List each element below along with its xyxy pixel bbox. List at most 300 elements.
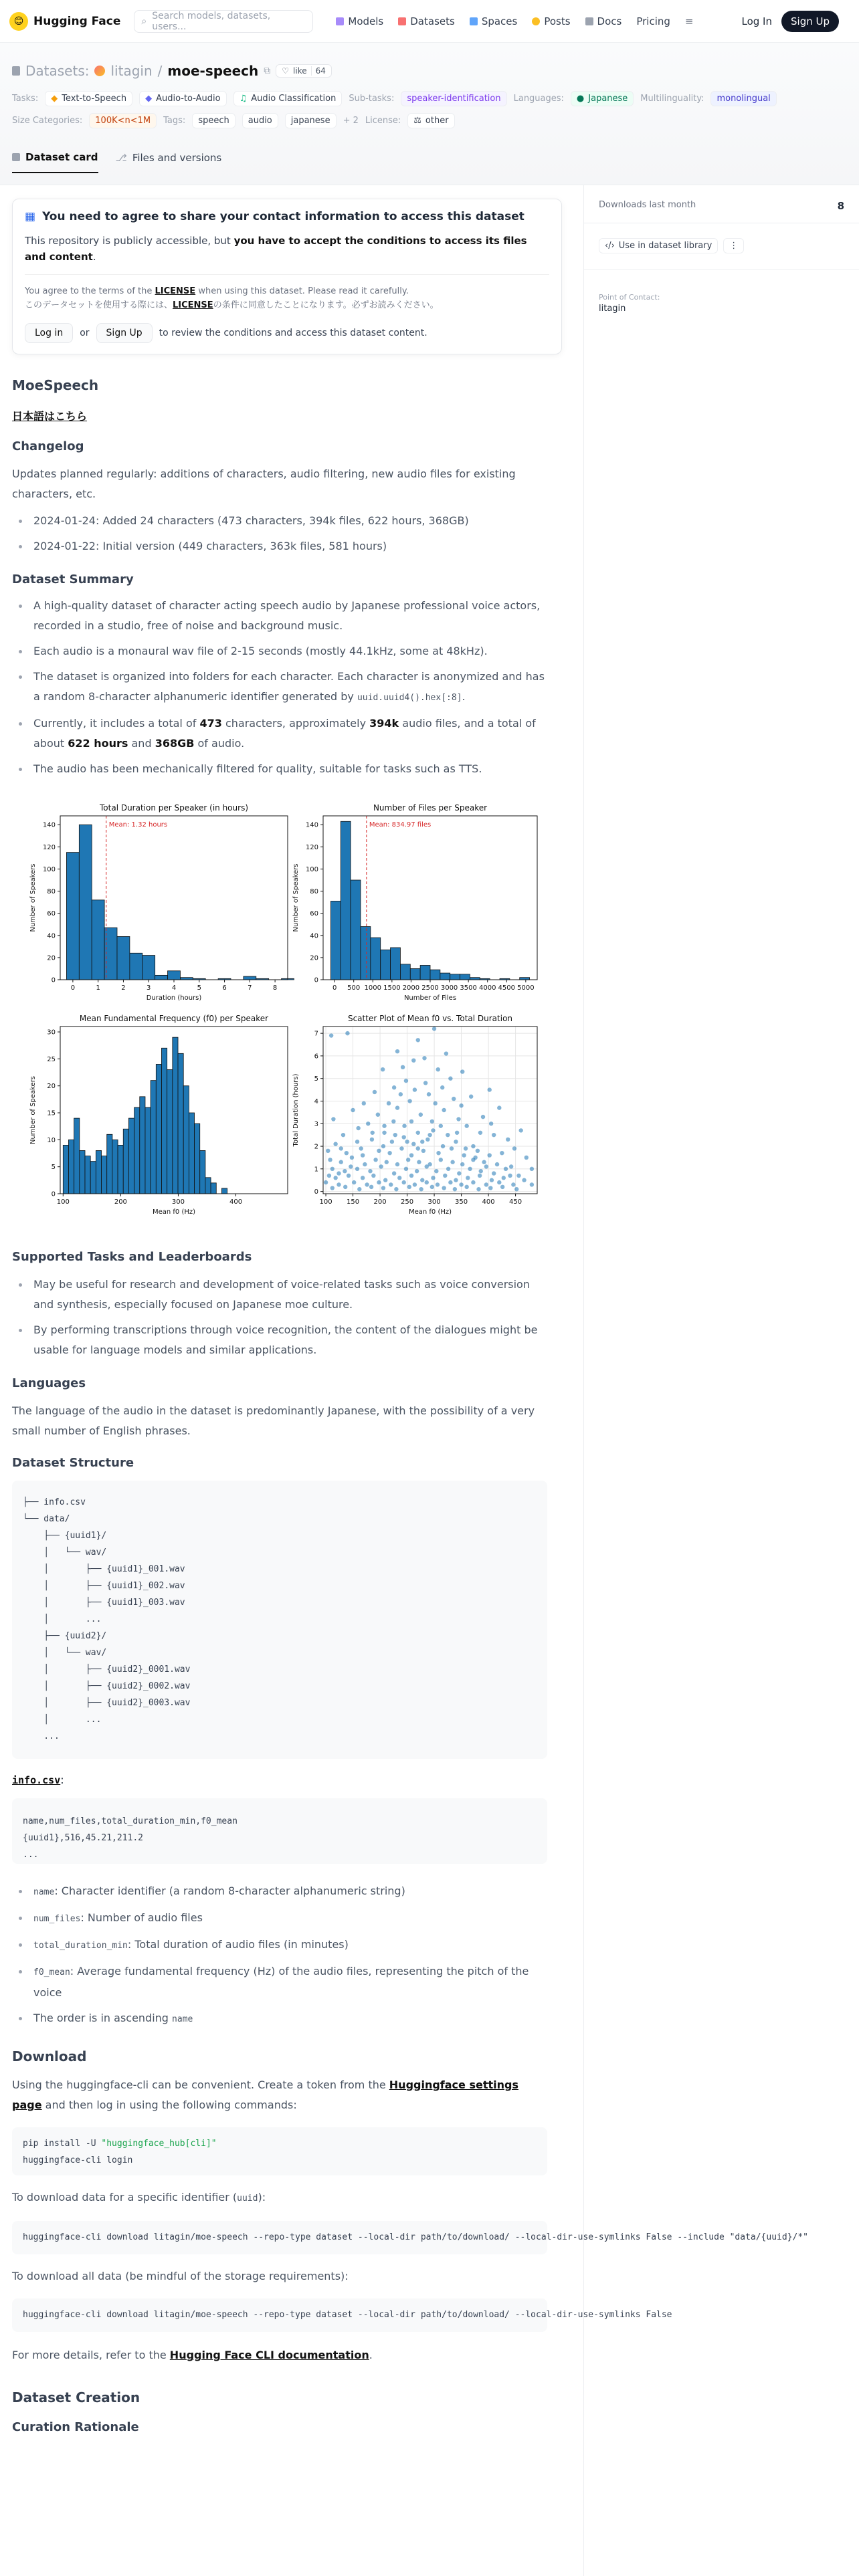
x-tick-label: 400: [229, 1198, 243, 1206]
scatter-point: [419, 1113, 423, 1117]
scatter-point: [464, 1185, 468, 1189]
scatter-point: [440, 1085, 444, 1089]
y-tick-label: 15: [47, 1109, 56, 1117]
histogram-bar: [211, 1183, 216, 1194]
field-desc: : Total duration of audio files (in minutes): [127, 1938, 349, 1951]
y-tick-label: 6: [314, 1053, 318, 1061]
y-tick-label: 0: [51, 1190, 56, 1198]
tag-monolingual[interactable]: [710, 91, 776, 106]
gate-text: .: [92, 251, 96, 263]
list-item: [12, 667, 547, 708]
summary-text: .: [462, 690, 466, 703]
signup-button[interactable]: Sign Up: [781, 11, 839, 32]
stats-charts: [12, 799, 547, 1234]
posts-icon: [532, 17, 540, 25]
heading-curation-rationale: Curation Rationale: [12, 2420, 139, 2434]
y-tick-label: 3: [314, 1120, 318, 1128]
x-tick-label: 500: [347, 984, 361, 992]
tts-icon: ◆: [51, 94, 58, 104]
chart-4: [292, 1014, 537, 1216]
scatter-point: [395, 1049, 399, 1053]
scatter-point: [339, 1160, 343, 1164]
scatter-point: [468, 1167, 472, 1171]
scatter-point: [409, 1119, 413, 1123]
music-icon: ♫: [239, 94, 248, 104]
histogram-bar: [96, 1150, 101, 1194]
scatter-point: [464, 1123, 468, 1128]
scatter-point: [431, 1176, 435, 1180]
scatter-point: [333, 1142, 337, 1146]
histogram-bar: [92, 900, 104, 980]
histogram-bar: [420, 965, 430, 980]
downloads-box: [584, 185, 859, 223]
histogram-bar: [168, 971, 181, 980]
tag-japanese-2[interactable]: [285, 113, 337, 128]
nav-pricing[interactable]: [636, 15, 670, 27]
histogram-bar: [221, 1188, 227, 1194]
scatter-point: [439, 1158, 443, 1162]
x-tick-label: 300: [427, 1198, 441, 1206]
histogram-bar: [440, 973, 450, 980]
scatter-point: [376, 1113, 380, 1117]
scatter-point: [442, 1186, 446, 1190]
tag-japanese[interactable]: [571, 91, 634, 106]
scatter-point: [459, 1182, 463, 1186]
cli-docs-link[interactable]: Hugging Face CLI documentation: [169, 2349, 369, 2361]
histogram-bar: [183, 1086, 189, 1194]
scatter-point: [392, 1171, 396, 1175]
scatter-point: [416, 1038, 420, 1042]
tag-text: audio: [248, 116, 272, 126]
histogram-bar: [430, 970, 440, 980]
search-placeholder: Search models, datasets, users...: [152, 10, 271, 32]
tag-text: Japanese: [588, 94, 628, 104]
stat-hours: 622 hours: [68, 737, 128, 750]
repo-header: [0, 43, 859, 185]
y-tick-label: 10: [47, 1136, 56, 1144]
scatter-point: [385, 1160, 389, 1164]
x-tick-label: 1: [96, 984, 100, 992]
cli-docs-text: [12, 2345, 547, 2365]
scatter-point: [423, 1081, 427, 1085]
use-in-library-button[interactable]: [599, 238, 718, 253]
field-desc: : Average fundamental frequency (Hz) of the audio files, representing the pitch of the voice: [33, 1965, 529, 1999]
histogram-bar: [361, 927, 371, 980]
scatter-point: [361, 1153, 365, 1157]
sidebar: [583, 185, 859, 2576]
scatter-point: [466, 1176, 470, 1180]
scatter-point: [427, 1092, 431, 1096]
scatter-point: [436, 1151, 440, 1155]
heading-dataset-creation: Dataset Creation: [12, 2389, 140, 2405]
scatter-point: [516, 1174, 520, 1178]
y-tick-label: 5: [51, 1164, 56, 1172]
scatter-point: [409, 1174, 413, 1178]
x-tick-label: 4500: [498, 984, 516, 992]
scatter-point: [411, 1058, 415, 1062]
scatter-point: [473, 1156, 477, 1160]
histogram-bar: [381, 950, 391, 980]
scatter-point: [446, 1167, 450, 1171]
x-tick-label: 2000: [402, 984, 420, 992]
tab-label: Dataset card: [25, 151, 98, 163]
gate-actions: [25, 323, 549, 343]
scatter-point: [416, 1146, 420, 1150]
scatter-point: [514, 1187, 518, 1191]
x-tick-label: 450: [509, 1198, 522, 1206]
scatter-point: [343, 1169, 347, 1173]
brand-name: Hugging Face: [33, 14, 121, 28]
gate-title: [25, 210, 549, 223]
tag-text: Text-to-Speech: [62, 94, 127, 104]
x-tick-label: 2500: [421, 984, 439, 992]
scatter-point: [450, 1146, 454, 1150]
gate-description: [25, 233, 549, 265]
owner-avatar: [94, 66, 105, 76]
histogram-bar: [123, 1129, 128, 1194]
scatter-point: [434, 1169, 438, 1173]
y-tick-label: 5: [314, 1075, 318, 1083]
tag-text: 100K<n<1M: [95, 116, 151, 126]
histogram-bar: [156, 1064, 161, 1194]
tag-text-to-speech[interactable]: [45, 91, 132, 106]
scatter-point: [497, 1105, 501, 1109]
scatter-point: [381, 1144, 385, 1148]
nav-docs-label: Docs: [597, 15, 622, 27]
settings-page-link[interactable]: Huggingface settings page: [12, 2078, 518, 2111]
more-tags-button[interactable]: + 2: [343, 116, 359, 126]
histogram-bar: [117, 936, 130, 980]
summary-text: characters, approximately: [221, 717, 370, 730]
scatter-point: [402, 1123, 406, 1128]
list-item: [12, 1881, 547, 1903]
colon: :: [60, 1774, 64, 1786]
scatter-point: [383, 1178, 387, 1182]
scatter-point: [328, 1158, 332, 1162]
changelog-list: [12, 511, 547, 556]
scatter-point: [390, 1140, 394, 1144]
tag-audio[interactable]: [242, 113, 278, 128]
x-tick-label: 8: [272, 984, 278, 992]
scatter-point: [371, 1131, 375, 1135]
scatter-point: [389, 1182, 393, 1186]
histogram-bar: [68, 1140, 74, 1194]
top-navbar: [0, 0, 859, 43]
heading-download: Download: [12, 2048, 87, 2064]
x-tick-label: 4000: [478, 984, 496, 992]
scatter-point: [341, 1133, 345, 1137]
x-tick-label: 100: [56, 1198, 70, 1206]
tags-label: Tags:: [163, 116, 186, 126]
tag-license[interactable]: [407, 113, 454, 128]
list-item: 2024-01-24: Added 24 characters (473 characters, 394k files, 622 hours, 368GB): [12, 511, 547, 531]
x-tick-label: 300: [171, 1198, 185, 1206]
scatter-point: [382, 1131, 386, 1135]
login-command-block: [12, 2127, 547, 2175]
download-all-command: huggingface-cli download litagin/moe-speech --repo-type dataset --local-dir path/to/download/ --local-dir-use-symlinks False: [12, 2298, 547, 2332]
nav-models[interactable]: [336, 15, 383, 27]
copy-icon[interactable]: ⧉: [264, 66, 271, 76]
library-more-button[interactable]: ⋮: [723, 238, 744, 253]
nav-models-label: Models: [348, 15, 384, 27]
tag-speech[interactable]: [192, 113, 235, 128]
brand-logo[interactable]: [9, 12, 120, 31]
histogram-bar: [178, 1053, 183, 1194]
contact-value[interactable]: litagin: [599, 304, 626, 314]
scatter-point: [350, 1156, 354, 1160]
terms-ja: [25, 298, 549, 312]
tag-speaker-identification[interactable]: [401, 91, 506, 106]
spaces-icon: [470, 17, 478, 25]
scatter-point: [421, 1149, 425, 1153]
scatter-point: [452, 1097, 456, 1101]
scatter-point: [478, 1174, 482, 1178]
scatter-point: [404, 1167, 408, 1171]
languages-text: The language of the audio in the dataset is predominantly Japanese, with the possibility of a very small number of English phrases.: [12, 1404, 535, 1437]
nav-posts-label: Posts: [544, 15, 571, 27]
scatter-point: [454, 1140, 458, 1144]
scatter-point: [462, 1153, 466, 1157]
scatter-point: [393, 1133, 397, 1137]
cmd-text: huggingface-cli login: [23, 2155, 133, 2165]
scatter-point: [442, 1108, 446, 1112]
terms-en: [25, 284, 549, 298]
download-intro: [12, 2075, 547, 2115]
y-tick-label: 80: [47, 888, 56, 896]
files-icon: ⎇: [115, 152, 127, 164]
tasks-list: [12, 1275, 547, 1360]
dl-text: For more details, refer to the: [12, 2349, 170, 2361]
x-axis-label: Number of Files: [403, 994, 457, 1002]
y-tick-label: 100: [305, 865, 318, 873]
x-tick-label: 200: [114, 1198, 127, 1206]
scatter-point: [395, 1162, 399, 1166]
gate-title-text: You need to agree to share your contact information to access this dataset: [42, 210, 524, 223]
scatter-point: [481, 1115, 485, 1119]
scatter-point: [508, 1174, 512, 1178]
list-item: By performing transcriptions through voice recognition, the content of the dialogues might be usable for language models and similar applications.: [12, 1320, 547, 1360]
field-code: name: [33, 1887, 55, 1897]
chart-1: [29, 803, 294, 1002]
multilinguality-label: Multilinguality:: [640, 94, 704, 104]
size-label: Size Categories:: [12, 116, 83, 126]
histogram-bar: [351, 880, 361, 980]
tab-dataset-card[interactable]: [12, 151, 98, 173]
scatter-point: [518, 1128, 522, 1132]
scatter-point: [371, 1174, 375, 1178]
library-row: [584, 223, 859, 270]
x-tick-label: 4: [171, 984, 177, 992]
scatter-point: [457, 1171, 461, 1175]
scatter-point: [369, 1185, 373, 1189]
scatter-point: [370, 1138, 374, 1142]
nav-spaces[interactable]: [470, 15, 518, 27]
y-tick-label: 20: [310, 954, 318, 962]
scatter-point: [339, 1146, 343, 1150]
scatter-point: [395, 1105, 399, 1109]
dl-text: Using the huggingface-cli can be convenient. Create a token from the: [12, 2078, 389, 2091]
scatter-point: [425, 1138, 430, 1142]
scatter-point: [330, 1186, 335, 1190]
inline-code: uuid: [237, 2193, 258, 2204]
y-axis-label: Number of Speakers: [29, 863, 37, 932]
scatter-point: [492, 1171, 496, 1175]
x-tick-label: 250: [401, 1198, 414, 1206]
nav-docs[interactable]: [585, 15, 622, 27]
scatter-point: [500, 1185, 504, 1189]
y-tick-label: 100: [42, 865, 56, 873]
scatter-point: [436, 1182, 440, 1186]
scatter-point: [330, 1167, 335, 1171]
license-label: License:: [365, 116, 401, 126]
histogram-bar: [112, 1140, 118, 1194]
gate-text: This repository is publicly accessible, but: [25, 235, 234, 247]
main-nav: [336, 15, 693, 27]
scatter-point: [446, 1133, 450, 1137]
repo-name[interactable]: moe-speech: [167, 63, 259, 79]
tag-audio-classification[interactable]: [233, 91, 343, 106]
summary-text: audio files, and a total of about: [33, 717, 536, 750]
scatter-point: [337, 1171, 341, 1175]
histogram-bar: [173, 1037, 178, 1194]
y-tick-label: 140: [305, 821, 318, 829]
heading-changelog: Changelog: [12, 439, 84, 453]
like-button[interactable]: [276, 64, 332, 78]
gate-signup-button[interactable]: Sign Up: [96, 323, 153, 343]
x-tick-label: 5: [197, 984, 201, 992]
histogram-bar: [189, 1113, 194, 1194]
histogram-bar: [205, 1178, 211, 1194]
scatter-point: [337, 1182, 341, 1186]
nav-datasets[interactable]: [398, 15, 455, 27]
histogram-bar: [130, 953, 142, 980]
scatter-point: [405, 1140, 409, 1144]
scatter-point: [464, 1146, 468, 1150]
summary-text: of audio.: [194, 737, 245, 750]
scatter-point: [476, 1187, 480, 1191]
scatter-point: [489, 1121, 493, 1125]
gate-bold-text: you have to accept the conditions to access its files and content: [25, 235, 527, 263]
dl-text: To download data for a specific identifier (: [12, 2191, 237, 2204]
scatter-point: [459, 1103, 463, 1107]
repo-owner[interactable]: litagin: [110, 63, 153, 79]
tab-label: Files and versions: [132, 152, 222, 164]
mean-label: Mean: 1.32 hours: [108, 821, 168, 829]
gate-login-button[interactable]: Log in: [25, 323, 73, 343]
scatter-point: [495, 1162, 499, 1166]
tasks-label: Tasks:: [12, 94, 39, 104]
scatter-point: [333, 1176, 337, 1180]
scatter-point: [500, 1151, 504, 1155]
tag-size[interactable]: [89, 113, 157, 128]
japanese-version-link[interactable]: [12, 408, 547, 423]
repo-title: [12, 63, 847, 79]
structure-code-block: ├── info.csv └── data/ ├── {uuid1}/ │ └── wav/ │ ├── {uuid1}_001.wav │ ├── {uuid1}_002.wav │ ├── {uuid1}_003.wav │ ... ├── {uuid2}/ │ └── wav/ │ ├── {uuid2}_0001.wav │ ├── {uuid2}_0002.wav │ ├── {uuid2}_0003.wav │ ... ...: [12, 1481, 547, 1759]
x-tick-label: 5000: [517, 984, 535, 992]
scatter-point: [431, 1128, 435, 1132]
scatter-point: [504, 1167, 508, 1171]
scatter-point: [488, 1153, 492, 1157]
fields-list: [12, 1881, 547, 2030]
histogram-bar: [107, 1134, 112, 1194]
card-icon: [12, 153, 20, 161]
scatter-point: [331, 1117, 335, 1121]
dataset-icon: [12, 66, 20, 76]
list-item: [12, 1935, 547, 1956]
histogram-bar: [102, 1156, 107, 1194]
license-link-ja[interactable]: LICENSE: [173, 300, 213, 310]
terms-text: このデータセットを使用する際には、: [25, 300, 173, 310]
list-item: [12, 2008, 547, 2030]
scatter-point: [530, 1167, 534, 1171]
y-tick-label: 1: [314, 1166, 318, 1174]
tag-text: Audio Classification: [251, 94, 337, 104]
list-item: [12, 1908, 547, 1929]
scatter-point: [379, 1164, 383, 1168]
search-input[interactable]: [134, 10, 313, 33]
x-axis-label: Duration (hours): [146, 994, 202, 1002]
tab-files-and-versions[interactable]: [116, 151, 222, 173]
languages-label: Languages:: [513, 94, 564, 104]
scatter-point: [436, 1067, 440, 1071]
scatter-point: [402, 1135, 406, 1139]
tag-audio-to-audio[interactable]: [139, 91, 227, 106]
docs-icon: [585, 17, 593, 25]
scatter-point: [444, 1051, 448, 1055]
y-tick-label: 120: [42, 843, 56, 851]
csv-code-block: name,num_files,total_duration_min,f0_mean {uuid1},516,45.21,211.2 ...: [12, 1798, 547, 1864]
scatter-point: [524, 1156, 529, 1160]
field-code: name: [172, 2014, 193, 2024]
nav-posts[interactable]: [532, 15, 570, 27]
scatter-point: [411, 1142, 415, 1146]
login-link[interactable]: Log In: [741, 15, 772, 27]
scatter-point: [490, 1178, 494, 1182]
histogram-bar: [63, 1145, 68, 1194]
list-item: [12, 1961, 547, 2003]
scatter-point: [377, 1180, 381, 1184]
dl-text: .: [369, 2349, 373, 2361]
chart-title: Total Duration per Speaker (in hours): [100, 803, 248, 813]
search-icon: ⌕: [141, 15, 147, 27]
scatter-point: [425, 1180, 429, 1184]
scatter-point: [460, 1069, 464, 1073]
more-menu-icon[interactable]: ≡: [684, 15, 694, 27]
scatter-point: [326, 1149, 330, 1153]
scatter-point: [347, 1174, 351, 1178]
scatter-point: [401, 1065, 405, 1069]
language-icon: ●: [576, 94, 585, 104]
summary-text: Currently, it includes a total of: [33, 717, 200, 730]
summary-list: [12, 596, 547, 779]
histogram-bar: [118, 1145, 123, 1194]
scatter-point: [399, 1146, 403, 1150]
field-desc: : Character identifier (a random 8-character alphanumeric string): [54, 1885, 405, 1897]
download-specific-command: huggingface-cli download litagin/moe-speech --repo-type dataset --local-dir path/to/download/ --local-dir-use-symlinks False --include "data/{uuid}/*": [12, 2221, 547, 2254]
scatter-point: [497, 1180, 501, 1184]
nav-pricing-label: Pricing: [636, 15, 670, 27]
x-axis-label: Mean f0 (Hz): [408, 1208, 452, 1216]
x-tick-label: 6: [222, 984, 227, 992]
scatter-point: [402, 1180, 406, 1184]
histogram-bar: [74, 1118, 80, 1194]
scatter-point: [407, 1185, 411, 1189]
histogram-bar: [330, 901, 341, 980]
histogram-bar: [155, 975, 168, 980]
info-csv-link[interactable]: info.csv: [12, 1774, 61, 1786]
license-link[interactable]: LICENSE: [155, 286, 196, 296]
chart-title: Mean Fundamental Frequency (f0) per Speaker: [79, 1014, 269, 1023]
